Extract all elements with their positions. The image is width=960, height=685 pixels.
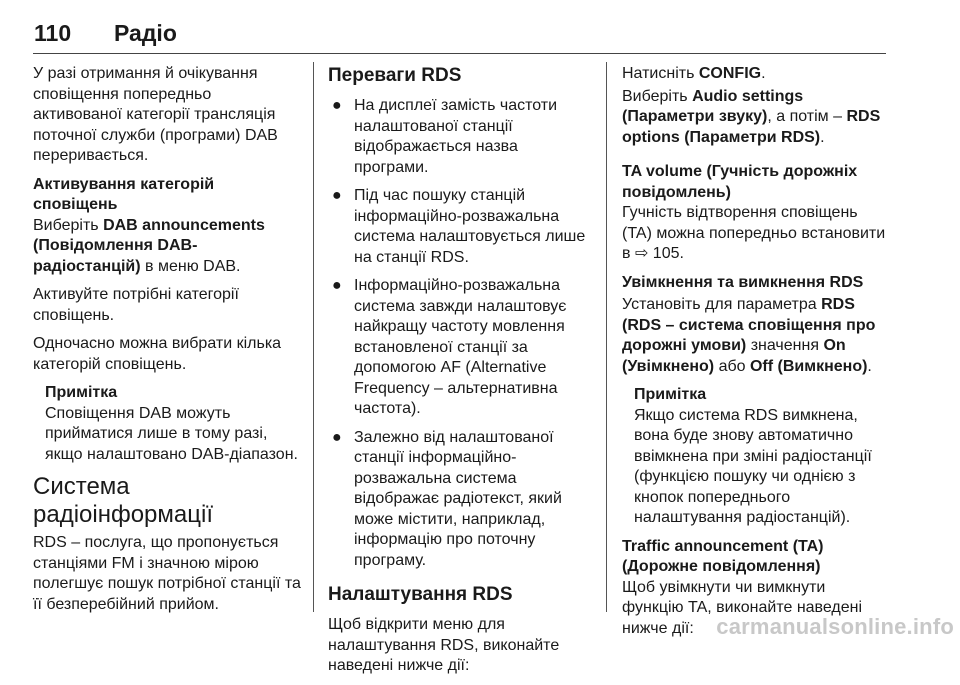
column-divider-1 — [313, 62, 314, 612]
select-audio-settings-paragraph — [622, 87, 890, 149]
value-off: Off (Вимкнено) — [749, 357, 868, 375]
heading-rds-onoff: Увімкнення та вимкнення RDS — [622, 273, 864, 291]
onoff-middle-2: або — [714, 357, 750, 375]
ta-volume-text: Гучність відтворення сповіщень (TA) можна попередньо встановити в — [622, 204, 886, 262]
onoff-prefix: Установіть для параметра — [622, 296, 822, 313]
list-item — [328, 276, 590, 420]
select-dab-announcements-paragraph — [33, 216, 303, 278]
note-text: Сповіщення DAB можуть прийматися лише в тому разі, якщо налаштовано DAB-діапазон. — [45, 404, 298, 463]
page-reference-icon: ⇨ — [634, 245, 649, 262]
list-item-text: Інформаційно-розважальна система завжди налаштовує найкращу частоту мовлення встановленої станції за допомогою AF (Alternative Frequency – альтернативна частота). — [354, 277, 567, 417]
heading-activate-announcements: Активування категорій сповіщень — [33, 175, 215, 213]
heading-rds-system: Система радіоінформації — [33, 473, 213, 528]
press-suffix: . — [761, 65, 766, 82]
bullet-icon: ● — [332, 97, 342, 114]
onoff-middle-1: значення — [746, 337, 824, 354]
press-config-paragraph — [622, 64, 890, 85]
rds-onoff-paragraph — [622, 295, 890, 377]
rds-settings-paragraph: Щоб відкрити меню для налаштування RDS, виконайте наведені нижче дії: — [328, 616, 560, 674]
heading-traffic-announcement: Traffic announcement (TA) (Дорожне повідомлення) — [622, 537, 824, 575]
select-suffix: в меню DAB. — [140, 257, 241, 275]
bullet-icon: ● — [332, 428, 342, 446]
column-1 — [33, 64, 303, 623]
sel-prefix: Виберіть — [622, 87, 693, 105]
note-rds — [622, 385, 890, 529]
list-item — [328, 96, 590, 178]
column-divider-2 — [606, 62, 607, 612]
sel-middle: , а потім – — [767, 108, 847, 125]
value-on: On (Увімкнено) — [622, 337, 846, 375]
multiple-categories-paragraph: Одночасно можна вибрати кілька категорій сповіщень. — [33, 335, 282, 373]
press-prefix: Натисніть — [622, 65, 699, 82]
heading-rds-advantages: Переваги RDS — [328, 65, 462, 86]
advantages-list — [328, 96, 590, 571]
onoff-suffix: . — [867, 357, 872, 375]
watermark: carmanualsonline.info — [716, 614, 954, 639]
heading-rds-settings: Налаштування RDS — [328, 584, 513, 605]
intro-paragraph: У разі отримання й очікування сповіщення попередньо активованої категорії трансляція поточної служби (програми) DAB переривається. — [33, 65, 278, 164]
note-text: Якщо система RDS вимкнена, вона буде знову автоматично ввімкнена при зміні радіостанції (функцією пошуку чи однією з кнопок попереднього налаштування радіостанцій). — [634, 406, 872, 526]
bullet-icon: ● — [332, 277, 342, 294]
note-dab — [33, 383, 303, 465]
column-2 — [328, 64, 590, 685]
page-number: 110 — [34, 20, 72, 46]
sel-suffix: . — [820, 128, 825, 146]
heading-ta-volume: TA volume (Гучність дорожніх повідомлень) — [622, 163, 858, 201]
traffic-announcement-paragraph: Щоб увімкнути чи вимкнути функцію TA, виконайте наведені нижче дії: — [622, 578, 863, 637]
config-button-label: CONFIG — [698, 65, 762, 82]
list-item-text: Під час пошуку станцій інформаційно-розважальна система налаштовується лише на станції RDS. — [354, 187, 586, 266]
list-item — [328, 428, 590, 572]
rds-description: RDS – послуга, що пропонується станціями FM і значною мірою полегшує пошук потрібної станції та її безперебійний прийом. — [33, 534, 301, 613]
ta-volume-paragraph — [622, 203, 890, 265]
list-item — [328, 186, 590, 268]
list-item-text: Залежно від налаштованої станції інформаційно-розважальна система відображає радіотекст, який може містити, наприклад, інформацію про поточну програму. — [354, 428, 562, 569]
header-rule — [33, 53, 886, 54]
note-label: Примітка — [45, 384, 118, 401]
list-item-text: На дисплеї замість частоти налаштованої станції відображається назва програми. — [354, 97, 558, 176]
bullet-icon: ● — [332, 187, 342, 204]
menu-item-audio-settings: Audio settings (Параметри звуку) — [622, 87, 804, 125]
activate-categories-paragraph: Активуйте потрібні категорії сповіщень. — [33, 286, 239, 324]
ta-volume-ref: 105. — [648, 245, 684, 262]
menu-item-dab-announcements: DAB announcements (Повідомлення DAB-радіостанцій) — [33, 216, 265, 275]
menu-item-rds: RDS (RDS – система сповіщення про дорожні умови) — [622, 296, 876, 354]
note-label: Примітка — [634, 386, 707, 403]
page-title: Радіо — [114, 20, 177, 46]
column-3 — [622, 64, 890, 647]
select-prefix: Виберіть — [33, 216, 104, 234]
menu-item-rds-options: RDS options (Параметри RDS) — [622, 108, 881, 146]
